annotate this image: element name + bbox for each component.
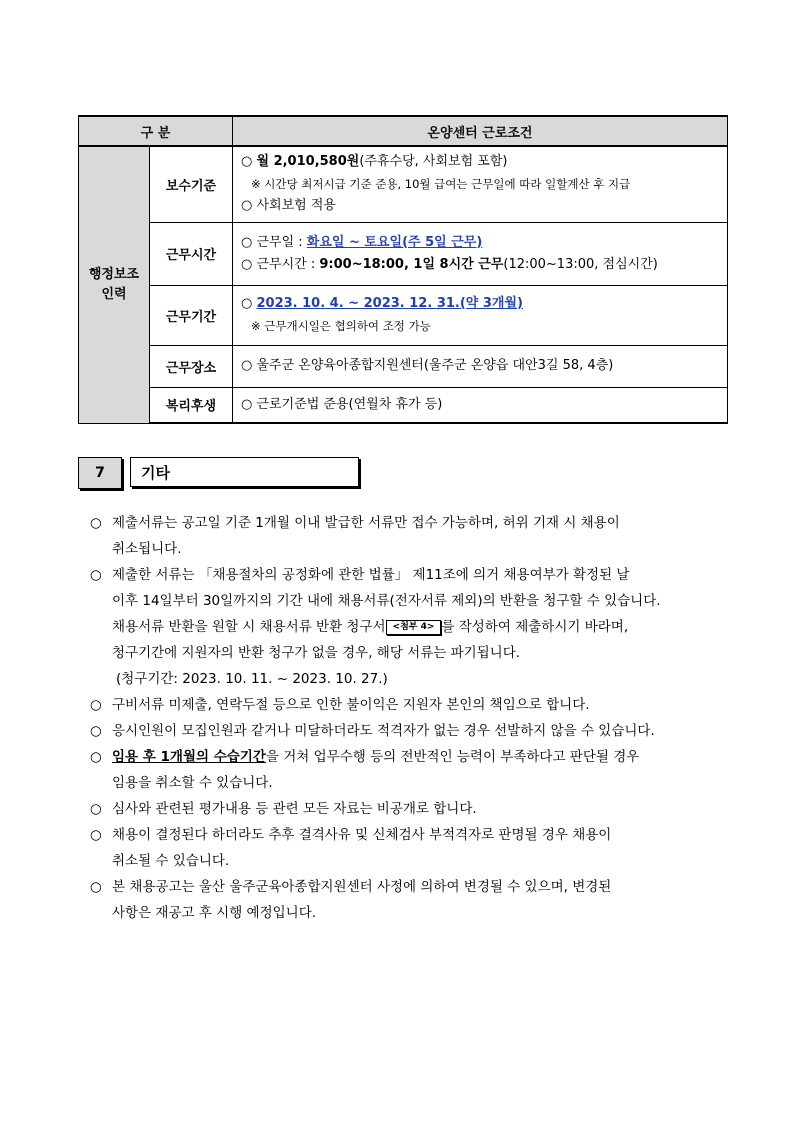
- pay-note: ※ 시간당 최저시급 기준 준용, 10월 급여는 근무일에 따라 일할계산 후 지급: [251, 177, 631, 192]
- bullet-mark: ○: [90, 515, 102, 531]
- worktime-value: 9:00~18:00, 1일 8시간 근무: [319, 256, 504, 272]
- note-text: 본 채용공고는 울산 울주군육아종합지원센터 사정에 의하여 변경될 수 있으며, 변경된: [112, 879, 612, 895]
- value-hours: [233, 222, 728, 285]
- note-text: 를 작성하여 제출하시기 바라며,: [441, 619, 629, 635]
- note-text: 취소될 수 있습니다.: [112, 853, 230, 869]
- list-item: [90, 822, 720, 874]
- bullet-mark: ○: [90, 567, 102, 583]
- working-conditions-table: [78, 115, 728, 424]
- pay-amount-detail: (주휴수당, 사회보험 포함): [359, 154, 508, 170]
- note-text: 채용이 결정된다 하더라도 추후 결격사유 및 신체검사 부적격자로 판명될 경우 채용이: [112, 827, 612, 843]
- worktime-prefix: ○ 근무시간 :: [241, 256, 320, 272]
- category-line-2: 인력: [101, 286, 127, 302]
- label-hours: 근무시간: [150, 222, 233, 285]
- notes-list: [90, 510, 720, 926]
- period-value: 2023. 10. 4. ~ 2023. 12. 31.(약 3개월): [256, 296, 523, 311]
- bullet-mark: ○: [241, 296, 253, 311]
- list-item: [90, 796, 720, 822]
- bullet-mark: ○: [90, 723, 102, 739]
- label-place: 근무장소: [150, 345, 233, 387]
- list-item: [90, 874, 720, 926]
- note-text: 제출한 서류는 「채용절차의 공정화에 관한 법률」 제11조에 의거 채용여부가 확정된 날: [112, 567, 630, 583]
- table-row: [79, 345, 728, 387]
- note-text: 청구기간에 지원자의 반환 청구가 없을 경우, 해당 서류는 파기됩니다.: [112, 645, 521, 661]
- table-row: [79, 146, 728, 222]
- workdays-value: 화요일 ~ 토요일(주 5일 근무): [306, 234, 483, 250]
- bullet-mark: ○: [90, 827, 102, 843]
- note-text: 사항은 재공고 후 시행 예정입니다.: [112, 905, 317, 921]
- section-number: 7: [78, 457, 122, 489]
- workdays-prefix: ○ 근무일 :: [241, 234, 307, 250]
- pay-insurance: ○ 사회보험 적용: [241, 198, 336, 214]
- bullet-mark: ○: [90, 801, 102, 817]
- note-text: 구비서류 미제출, 연락두절 등으로 인한 불이익은 지원자 본인의 책임으로 합니다.: [112, 697, 590, 713]
- section-title: 기타: [130, 457, 359, 487]
- note-text: 취소됩니다.: [112, 541, 182, 557]
- claim-period: (청구기간: 2023. 10. 11. ~ 2023. 10. 27.): [116, 671, 388, 687]
- table-row: [79, 222, 728, 285]
- list-item: [90, 718, 720, 744]
- lunch-time: (12:00~13:00, 점심시간): [503, 256, 658, 272]
- note-text: 응시인원이 모집인원과 같거나 미달하더라도 적격자가 없는 경우 선발하지 않을 수 있습니다.: [112, 723, 655, 739]
- note-text: 을 거쳐 업무수행 등의 전반적인 능력이 부족하다고 판단될 경우: [265, 749, 640, 765]
- value-welfare: ○ 근로기준법 준용(연월차 휴가 등): [233, 387, 728, 423]
- table-header-row: [79, 116, 728, 146]
- bullet-mark: ○: [241, 154, 253, 170]
- note-text: 이후 14일부터 30일까지의 기간 내에 채용서류(전자서류 제외)의 반환을 청구할 수 있습니다.: [112, 593, 661, 609]
- period-note: ※ 근무개시일은 협의하여 조정 가능: [251, 319, 431, 333]
- attachment-badge: <첨부 4>: [386, 620, 442, 635]
- list-item: [90, 692, 720, 718]
- list-item: [90, 510, 720, 562]
- label-welfare: 복리후생: [150, 387, 233, 423]
- probation-emphasis: 임용 후 1개월의 수습기간: [112, 749, 266, 765]
- header-conditions: 온양센터 근로조건: [233, 116, 728, 146]
- table-row: [79, 387, 728, 423]
- note-text: 임용을 취소할 수 있습니다.: [112, 775, 273, 791]
- bullet-mark: ○: [90, 697, 102, 713]
- table-row: [79, 285, 728, 345]
- bullet-mark: ○: [90, 879, 102, 895]
- category-line-1: 행정보조: [88, 266, 140, 282]
- note-text: 채용서류 반환을 원할 시 채용서류 반환 청구서: [112, 619, 386, 635]
- value-place: ○ 울주군 온양육아종합지원센터(울주군 온양읍 대안3길 58, 4층): [233, 345, 728, 387]
- value-pay: [233, 146, 728, 222]
- note-text: 심사와 관련된 평가내용 등 관련 모든 자료는 비공개로 합니다.: [112, 801, 477, 817]
- category-cell: [79, 146, 150, 423]
- header-category: 구 분: [79, 116, 233, 146]
- bullet-mark: ○: [90, 749, 102, 765]
- list-item: [90, 562, 720, 692]
- label-pay: 보수기준: [150, 146, 233, 222]
- pay-amount: 월 2,010,580원: [256, 154, 360, 170]
- label-period: 근무기간: [150, 285, 233, 345]
- value-period: [233, 285, 728, 345]
- note-text: 제출서류는 공고일 기준 1개월 이내 발급한 서류만 접수 가능하며, 허위 기재 시 채용이: [112, 515, 620, 531]
- list-item: [90, 744, 720, 796]
